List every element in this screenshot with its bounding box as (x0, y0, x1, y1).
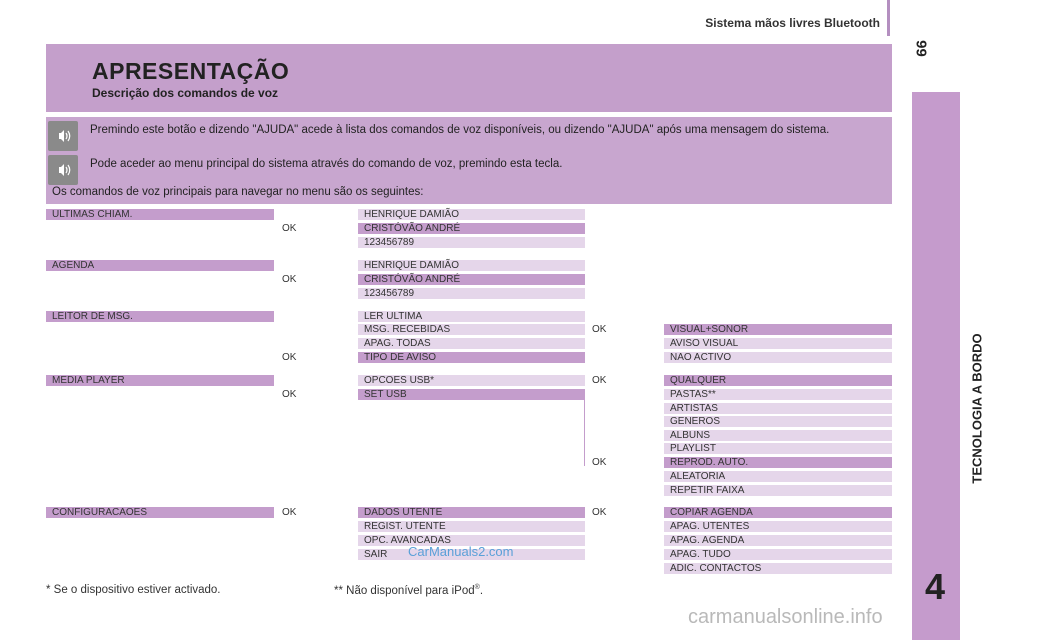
media-item: SET USB (358, 389, 585, 400)
config-sub-item: APAG. UTENTES (664, 521, 892, 532)
menu-media-player: MEDIA PLAYER (46, 375, 274, 386)
media-sub-item: ALEATORIA (664, 471, 892, 482)
footnote-ipod-end: . (479, 584, 484, 597)
info-main-menu-text: Pode aceder ao menu principal do sistema através do comando de voz, premindo esta tecla. (90, 158, 563, 170)
media-sub-item: QUALQUER (664, 375, 892, 386)
ok-label: OK (592, 324, 607, 335)
ok-label: OK (282, 274, 297, 285)
chapter-side-tab (912, 92, 960, 640)
config-sub-item: APAG. AGENDA (664, 535, 892, 546)
media-sub-item: REPROD. AUTO. (664, 457, 892, 468)
menu-configuracaoes: CONFIGURACAOES (46, 507, 274, 518)
media-sub-item: ARTISTAS (664, 403, 892, 414)
ok-label: OK (282, 223, 297, 234)
ok-label: OK (282, 389, 297, 400)
config-sub-item: COPIAR AGENDA (664, 507, 892, 518)
ok-label: OK (282, 352, 297, 363)
agenda-item: HENRIQUE DAMIÃO (358, 260, 585, 271)
config-item: SAIR (358, 549, 585, 560)
menu-ultimas-chiam: ULTIMAS CHIAM. (46, 209, 274, 220)
ultimas-item: CRISTÓVÃO ANDRÉ (358, 223, 585, 234)
registered-mark: ® (474, 584, 480, 591)
header-title: Sistema mãos livres Bluetooth (705, 16, 880, 30)
config-sub-item: APAG. TUDO (664, 549, 892, 560)
media-sub-item: PLAYLIST (664, 443, 892, 454)
media-sub-item: ALBUNS (664, 430, 892, 441)
leitor-item: TIPO DE AVISO (358, 352, 585, 363)
menu-agenda: AGENDA (46, 260, 274, 271)
page-number: 99 (912, 40, 930, 57)
agenda-item: CRISTÓVÃO ANDRÉ (358, 274, 585, 285)
voice-command-icon (48, 155, 78, 185)
tree-connector (584, 389, 585, 466)
footnote-usb: * Se o dispositivo estiver activado. (46, 584, 221, 596)
leitor-sub-item: AVISO VISUAL (664, 338, 892, 349)
leitor-sub-item: VISUAL+SONOR (664, 324, 892, 335)
footnote-ipod-text: ** Não disponível para iPod (334, 584, 475, 597)
page-title: APRESENTAÇÃO (92, 58, 290, 84)
site-watermark: carmanualsonline.info (688, 606, 883, 628)
ok-label: OK (592, 375, 607, 386)
header-rule (887, 0, 890, 36)
ok-label: OK (592, 457, 607, 468)
chapter-label (902, 333, 985, 484)
info-commands-intro: Os comandos de voz principais para navegar no menu são os seguintes: (52, 186, 424, 198)
watermark: CarManuals2.com (408, 544, 514, 559)
config-item: REGIST. UTENTE (358, 521, 585, 532)
page-subtitle: Descrição dos comandos de voz (92, 86, 279, 100)
agenda-item: 123456789 (358, 288, 585, 299)
ok-label: OK (282, 507, 297, 518)
info-help-text: Premindo este botão e dizendo "AJUDA" acede à lista dos comandos de voz disponíveis, ou dizendo "AJUDA" após uma mensagem do sistema. (90, 124, 830, 136)
media-sub-item: GENEROS (664, 416, 892, 427)
chapter-number: 4 (924, 566, 946, 607)
config-item: DADOS UTENTE (358, 507, 585, 518)
ultimas-item: HENRIQUE DAMIÃO (358, 209, 585, 220)
media-sub-item: REPETIR FAIXA (664, 485, 892, 496)
leitor-item: APAG. TODAS (358, 338, 585, 349)
chapter-label-text: TECNOLOGIA A BORDO (969, 333, 985, 484)
leitor-item: MSG. RECEBIDAS (358, 324, 585, 335)
leitor-sub-item: NAO ACTIVO (664, 352, 892, 363)
leitor-item: LER ULTIMA (358, 311, 585, 322)
ok-label: OK (592, 507, 607, 518)
config-sub-item: ADIC. CONTACTOS (664, 563, 892, 574)
media-item: OPCOES USB* (358, 375, 585, 386)
footnote-ipod (334, 584, 483, 597)
ultimas-item: 123456789 (358, 237, 585, 248)
media-sub-item: PASTAS** (664, 389, 892, 400)
voice-command-icon (48, 121, 78, 151)
menu-leitor-msg: LEITOR DE MSG. (46, 311, 274, 322)
config-item: OPC. AVANCADAS (358, 535, 585, 546)
